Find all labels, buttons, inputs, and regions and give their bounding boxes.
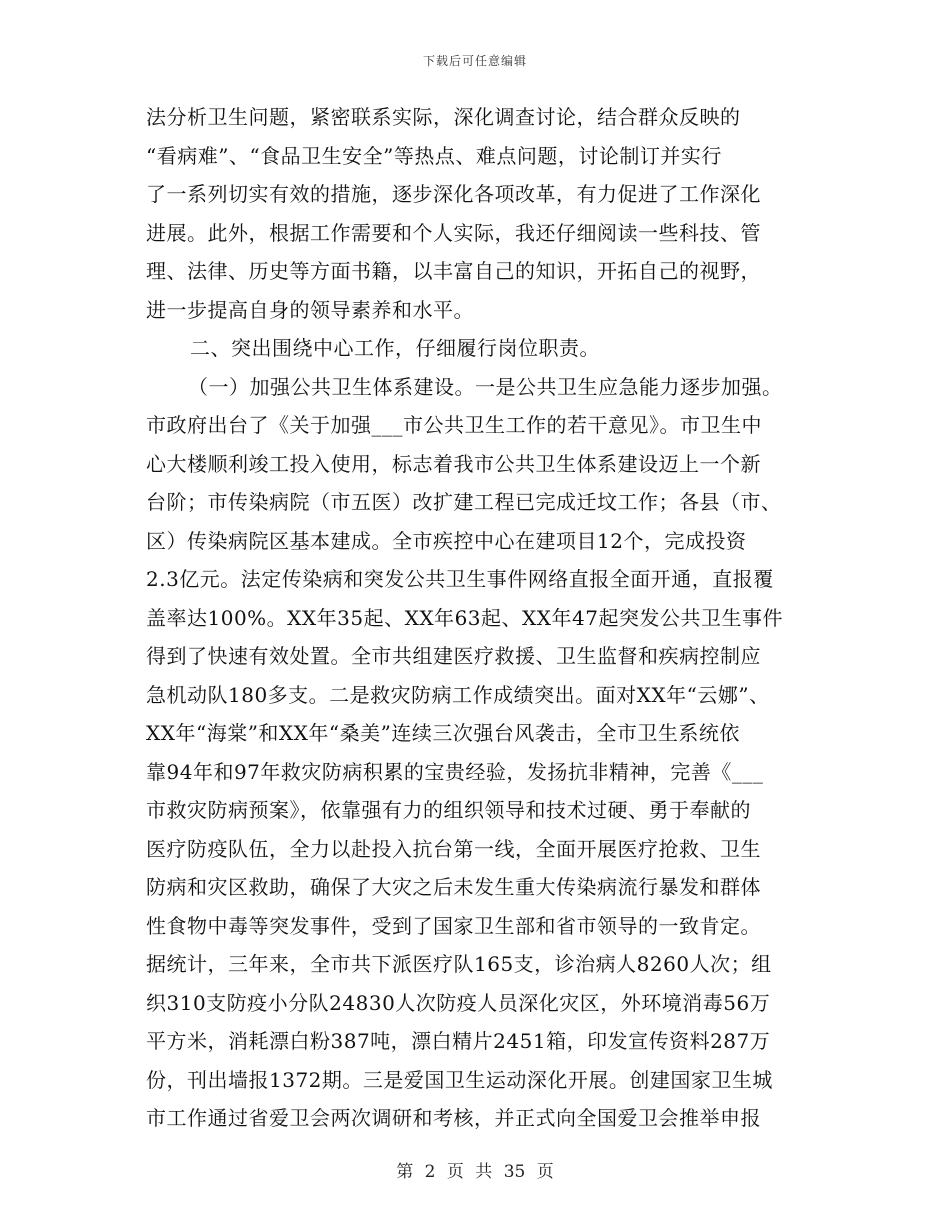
text-line: 份，刊出墙报1372期。三是爱国卫生运动深化开展。创建国家卫生城 (146, 1067, 773, 1092)
page-header: 下载后可任意编辑 (422, 54, 527, 68)
text-line: 法分析卫生问题，紧密联系实际，深化调查讨论，结合群众反映的 (146, 105, 741, 129)
text-line: 防病和灾区救助，确保了大灾之后未发生重大传染病流行暴发和群体 (146, 875, 761, 899)
text-line: 平方米，消耗漂白粉387吨，漂白精片2451箱，印发宣传资料287万 (146, 1029, 771, 1053)
text-line: 理、法律、历史等方面书籍，以丰富自己的知识，开拓自己的视野， (146, 259, 761, 283)
text-line: 市政府出台了《关于加强___市公共卫生工作的若干意见》。市卫生中 (146, 413, 762, 437)
text-line: 织310支防疫小分队24830人次防疫人员深化灾区，外环境消毒56万 (146, 990, 771, 1015)
text-line: XX年“海棠”和XX年“桑美”连续三次强台风袭击，全市卫生系统依 (146, 721, 740, 745)
text-line: “看病难”、“食品卫生安全”等热点、难点问题，讨论制订并实行 (146, 143, 722, 168)
text-line: 盖率达100%。XX年35起、XX年63起、XX年47起突发公共卫生事件 (146, 605, 783, 630)
text-line: 急机动队180多支。二是救灾防病工作成绩突出。面对XX年“云娜”、 (146, 682, 770, 707)
text-line: 心大楼顺利竣工投入使用，标志着我市公共卫生体系建设迈上一个新 (146, 451, 761, 476)
text-line: 市工作通过省爱卫会两次调研和考核，并正式向全国爱卫会推举申报 (146, 1106, 761, 1130)
body-text (146, 98, 826, 1138)
text-line: 性食物中毒等突发事件，受到了国家卫生部和省市领导的一致肯定。 (146, 913, 761, 938)
text-line: 靠94年和97年救灾防病积累的宝贵经验，发扬抗非精神，完善《___ (146, 759, 764, 784)
text-line: 区）传染病院区基本建成。全市疾控中心在建项目12个，完成投资 (146, 528, 747, 553)
page-number: 第 2 页 共 35 页 (396, 1162, 554, 1182)
subsection-heading: （一）加强公共卫生体系建设。一是公共卫生应急能力逐步加强。 (188, 374, 783, 399)
text-line: 得到了快速有效处置。全市共组建医疗救援、卫生监督和疾病控制应 (146, 644, 761, 668)
text-line: 医疗防疫队伍，全力以赴投入抗台第一线，全面开展医疗抢救、卫生 (146, 836, 761, 861)
text-line: 市救灾防病预案》，依靠强有力的组织领导和技术过硬、勇于奉献的 (146, 798, 751, 822)
text-line: 据统计，三年来，全市共下派医疗队165支，诊治病人8260人次；组 (146, 952, 772, 976)
text-line: 进展。此外，根据工作需要和个人实际，我还仔细阅读一些科技、管 (146, 220, 761, 245)
text-line: 2.3亿元。法定传染病和突发公共卫生事件网络直报全面开通，直报覆 (146, 567, 774, 591)
text-line: 进一步提高自身的领导素养和水平。 (146, 297, 474, 322)
text-line: 台阶；市传染病院（市五医）改扩建工程已完成迁坟工作；各县（市、 (146, 490, 782, 514)
section-heading: 二、突出围绕中心工作，仔细履行岗位职责。 (190, 336, 600, 360)
text-line: 了一系列切实有效的措施，逐步深化各项改革，有力促进了工作深化 (146, 182, 761, 206)
